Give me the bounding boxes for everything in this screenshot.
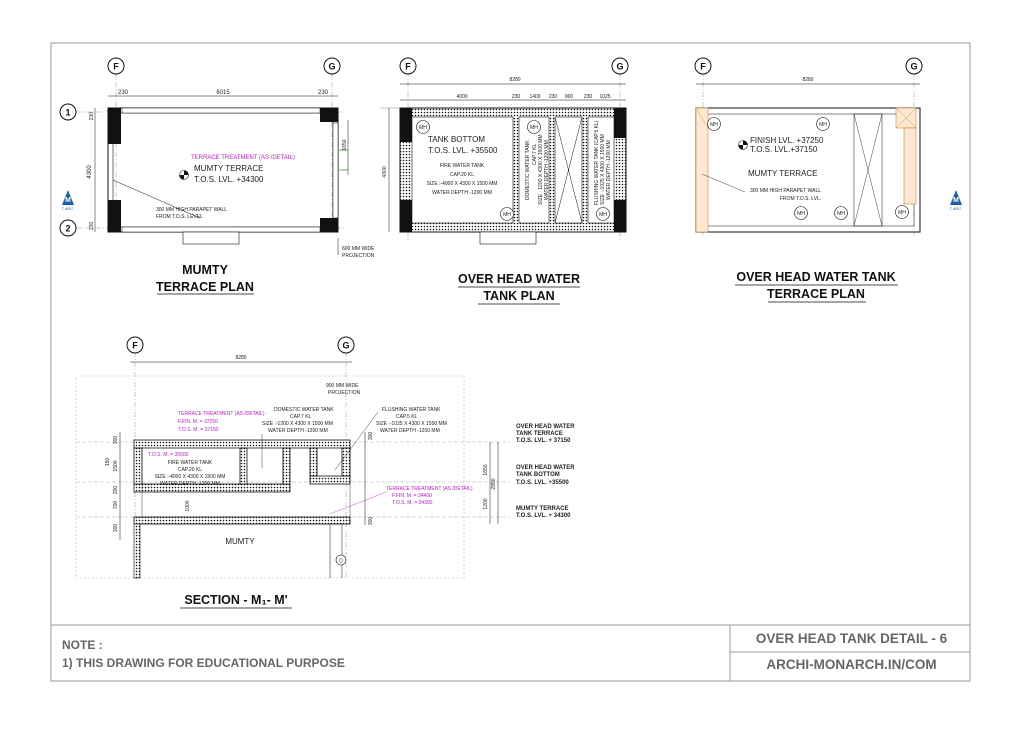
terrace-plan-title-2: TERRACE PLAN [767, 287, 865, 301]
oht-fire-4: WATER DEPTH -1200 MM [432, 190, 492, 196]
section-projection-2: PROJECTION [328, 390, 361, 396]
oht-mh-4: MH [599, 212, 607, 218]
mumty-treatment-label: TERRACE TREATMENT (AS /DETAIL) [191, 155, 295, 161]
section-dim-right-a: 300 [368, 431, 374, 441]
oht-mh-1: MH [419, 125, 427, 131]
section-fin-bot: F.FIN. M. = 34400 [392, 493, 432, 499]
oht-mh-3: MH [503, 212, 511, 218]
oht-bottom-label: TANK BOTTOM [428, 135, 486, 144]
oht-dim-d6: 230 [583, 94, 593, 100]
section-dim-right-e: 300 [368, 516, 374, 526]
section-dim-left-e: 700 [113, 500, 119, 510]
terrace-dim-overall: 8280 [802, 77, 814, 83]
oht-terrace-plan [695, 58, 962, 302]
mumty-terrace-label: MUMTY TERRACE [194, 164, 264, 173]
mumty-dim-bottom-wall: 230 [89, 221, 95, 230]
oht-mh-2: MH [530, 125, 538, 131]
terrace-marker-letter: M [953, 197, 959, 204]
oht-dim-d7: 1025 [599, 94, 611, 100]
mumty-parapet-line2: FROM T.O.S. LEVEL [156, 214, 203, 220]
grid-label-d: D [339, 558, 343, 565]
section-title: SECTION - M₁- M' [184, 593, 288, 607]
level-2-line3: T.O.S. LVL. +35500 [516, 480, 569, 486]
terrace-tos-level: T.O.S. LVL.+37150 [750, 145, 818, 154]
section-m-m [76, 337, 575, 608]
section-dim-left-f: 300 [113, 523, 119, 533]
oht-dim-height: 4300 [382, 166, 388, 178]
terrace-marker-sub: T.ARC. [949, 206, 963, 211]
section-fin-top: F.FIN. M. = 37250 [178, 419, 218, 425]
terrace-grid-label-f: F [700, 61, 706, 72]
mumty-dim-height: 4300 [87, 165, 93, 179]
oht-dim-d1: 4000 [456, 94, 468, 100]
terrace-mh-1: MH [710, 122, 718, 128]
oht-domestic-4: WATER DEPTH -1200 MM [544, 140, 550, 200]
mumty-projection-line1: 600 MM WIDE [342, 246, 375, 252]
oht-plan-title-2: TANK PLAN [483, 289, 555, 303]
section-dim-right-b: 1650 [483, 464, 489, 476]
level-3-line1: MUMTY TERRACE [516, 506, 569, 512]
mumty-terrace-plan [60, 58, 375, 294]
mumty-dim-left-wall: 230 [118, 90, 129, 96]
oht-dim-d4: 230 [548, 94, 558, 100]
level-1-line2: TANK TERRACE [516, 431, 563, 437]
section-tos-top: T.O.S. M. = 37150 [178, 427, 219, 433]
section-domestic-2: CAP.7 KL [290, 414, 312, 420]
oht-dim-d5: 900 [564, 94, 574, 100]
section-fire-4: WATER DEPTH -1200 MM [160, 481, 220, 487]
section-dim-overall: 8280 [235, 355, 247, 361]
oht-domestic-2: CAP.7 KL [532, 143, 538, 165]
oht-fire-2: CAP.20 KL [449, 172, 475, 178]
oht-dim-d3: 1400 [529, 94, 541, 100]
section-domestic-3: SIZE :-1200 X 4300 X 1500 MM [262, 421, 333, 427]
terrace-plan-title-1: OVER HEAD WATER TANK [736, 270, 896, 284]
section-treatment-top: TERRACE TREATMENT (AS /DETAIL) [178, 411, 265, 417]
terrace-finish-level: FINISH LVL. +37250 [750, 136, 824, 145]
section-marker-letter: M [65, 197, 71, 204]
oht-domestic-1: DOMESTIC WATER TANK [525, 140, 531, 200]
section-flushing-2: CAP.5 KL [396, 414, 418, 420]
note-heading: NOTE : [62, 638, 103, 652]
oht-fire-3: SIZE :-4000 X 4300 X 1500 MM [426, 181, 498, 187]
note-line: 1) THIS DRAWING FOR EDUCATIONAL PURPOSE [62, 656, 345, 670]
mumty-terrace-level: T.O.S. LVL. +34300 [194, 175, 264, 184]
terrace-grid-label-g: G [910, 61, 918, 72]
mumty-dim-span: 6015 [216, 90, 230, 96]
website-link[interactable]: ARCHI-MONARCH.IN/COM [766, 657, 937, 672]
grid-label-g: G [328, 61, 336, 72]
oht-fire-1: FIRE WATER TANK [439, 163, 485, 169]
mumty-dim-top-wall: 230 [89, 112, 95, 121]
section-dim-right-c: 2850 [491, 478, 497, 490]
terrace-mh-5: MH [898, 210, 906, 216]
grid-label-1: 1 [65, 107, 71, 118]
terrace-parapet-2: FROM T.O.S. LVL. [780, 196, 822, 202]
section-dim-left-c: 1500 [113, 460, 119, 472]
oht-flushing-1: FLUSHING WATER TANK (CAP.5 KL) [594, 120, 600, 205]
section-dim-right-d: 1200 [483, 498, 489, 510]
oht-domestic-3: SIZE : 1200 X 4300 X 1500 MM [538, 134, 544, 205]
section-flushing-3: SIZE :-1025 X 4300 X 1500 MM [376, 421, 447, 427]
section-fire-3: SIZE :-4000 X 4300 X 1500 MM [154, 474, 226, 480]
section-fire-1: FIRE WATER TANK [167, 460, 213, 466]
section-domestic-4: WATER DEPTH -1200 MM [268, 428, 328, 434]
note-block [62, 636, 345, 672]
section-tos-bot: T.O.S. M. = 34300 [392, 500, 433, 506]
section-treatment-bot: TERRACE TREATMENT (AS /DETAIL) [386, 486, 473, 492]
mumty-dim-right: 1650 [342, 139, 348, 151]
section-dim-left-d: 200 [113, 485, 119, 495]
section-grid-label-f: F [132, 340, 138, 351]
mumty-parapet-line1: 300 MM HIGH PARAPET WALL [156, 207, 228, 213]
terrace-mh-4: MH [837, 211, 845, 217]
terrace-mh-3: MH [797, 211, 805, 217]
section-domestic-1: DOMESTIC WATER TANK [274, 407, 334, 413]
level-1-line3: T.O.S. LVL. + 37150 [516, 438, 571, 444]
level-2-line1: OVER HEAD WATER [516, 465, 575, 471]
oht-dim-d2: 230 [511, 94, 521, 100]
mumty-plan-title-1: MUMTY [182, 263, 228, 277]
oht-flushing-3: WATER DEPTH -1200 MM [606, 140, 612, 200]
section-projection-1: 900 MM WIDE [326, 383, 359, 389]
oht-grid-label-g: G [616, 61, 624, 72]
section-dim-left-b: 150 [105, 457, 111, 467]
terrace-label: MUMTY TERRACE [748, 169, 818, 178]
level-1-line1: OVER HEAD WATER [516, 424, 575, 430]
section-tos-mid: T.O.S. M. = 35500 [148, 452, 189, 458]
section-grid-label-g: G [342, 340, 350, 351]
oht-grid-label-f: F [405, 61, 411, 72]
section-flushing-4: WATER DEPTH -1200 MM [380, 428, 440, 434]
oht-flushing-2: SIZE :-1025 X 4300 X 1500 MM [600, 134, 606, 205]
oht-plan-title-1: OVER HEAD WATER [458, 272, 580, 286]
mumty-projection-line2: PROJECTION [342, 253, 375, 259]
oht-dim-overall: 8280 [509, 77, 521, 83]
grid-label-f: F [113, 61, 119, 72]
section-dim-left-a: 300 [113, 435, 119, 445]
section-mumty-label: MUMTY [225, 537, 255, 546]
grid-label-2: 2 [65, 223, 71, 234]
terrace-mh-2: MH [819, 122, 827, 128]
mumty-dim-right-wall: 230 [318, 90, 329, 96]
oht-tank-plan [380, 58, 628, 304]
terrace-parapet-1: 300 MM HIGH PARAPET WALL [750, 188, 822, 194]
section-marker-sub: T.ARC. [61, 206, 75, 211]
section-fire-2: CAP.20 KL [177, 467, 203, 473]
section-dim-1000: 1000 [185, 500, 191, 512]
level-3-line2: T.O.S. LVL. + 34300 [516, 513, 571, 519]
level-2-line2: TANK BOTTOM [516, 472, 560, 478]
oht-bottom-level: T.O.S. LVL. +35500 [428, 146, 498, 155]
section-flushing-1: FLUSHING WATER TANK [382, 407, 441, 413]
mumty-plan-title-2: TERRACE PLAN [156, 280, 254, 294]
drawing-title: OVER HEAD TANK DETAIL - 6 [755, 631, 948, 646]
